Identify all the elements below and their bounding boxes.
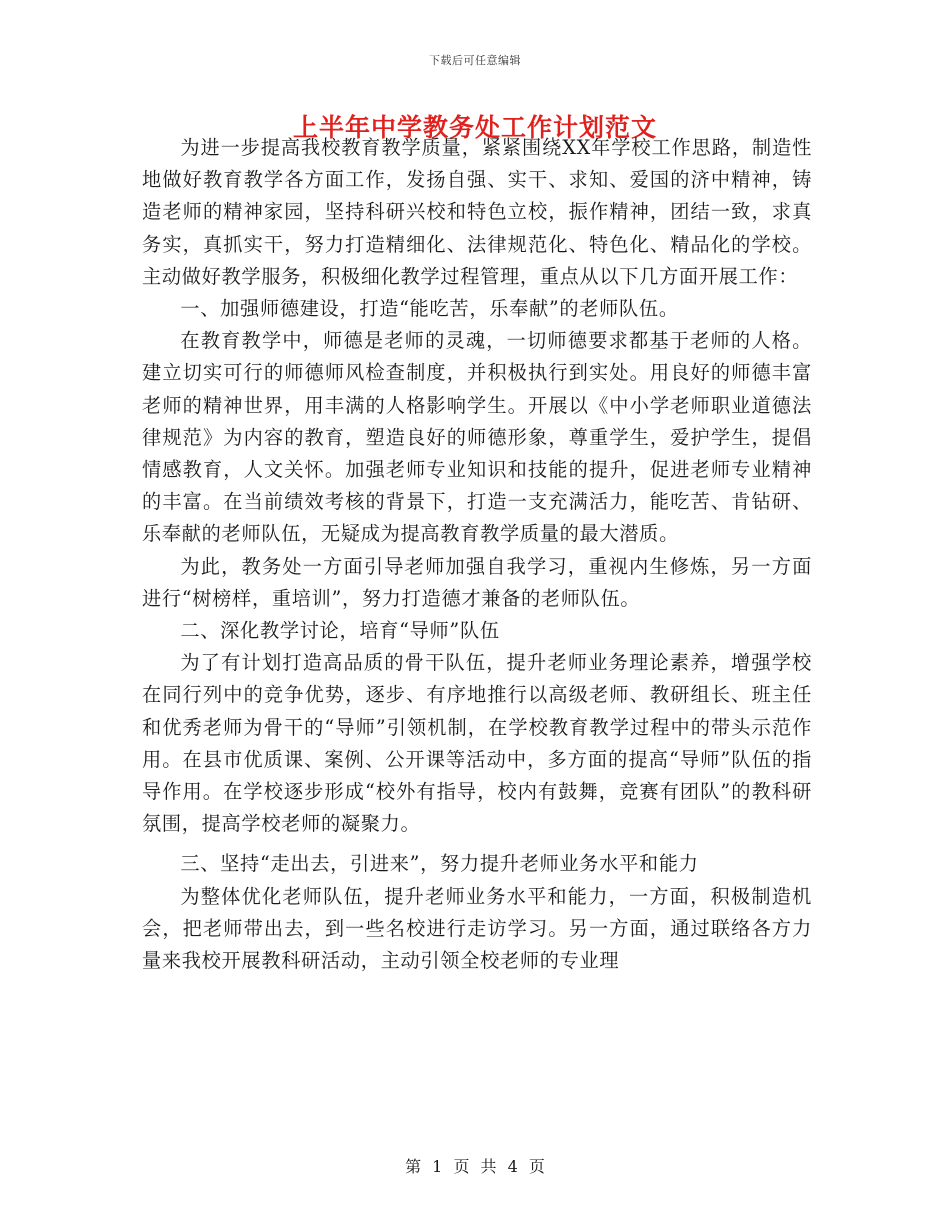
paragraph-intro: 为进一步提高我校教育教学质量，紧紧围绕XX年学校工作思路，制造性地做好教育教学各方面工作，发扬自强、实干、求知、爱国的济中精神，铸造老师的精神家园，坚持科研兴校和特色立校，振作精神，团结一致，求真务实，真抓实干，努力打造精细化、法律规范化、特色化、精品化的学校。主动做好教学服务，积极细化教学过程管理，重点从以下几方面开展工作： (142, 136, 812, 288)
header-note: 下载后可任意编辑 (429, 54, 521, 67)
paragraph-section-1-continued: 为此，教务处一方面引导老师加强自我学习，重视内生修炼，另一方面进行“树榜样，重培训”，努力打造德才兼备的老师队伍。 (142, 554, 812, 610)
paragraph-section-3: 为整体优化老师队伍，提升老师业务水平和能力，一方面，积极制造机会，把老师带出去，到一些名校进行走访学习。另一方面，通过联络各方力量来我校开展教科研活动，主动引领全校老师的专业理 (142, 884, 812, 973)
document-title: 上半年中学教务处工作计划范文 (292, 113, 657, 142)
section-heading-1: 一、加强师德建设，打造“能吃苦，乐奉献”的老师队伍。 (180, 297, 679, 321)
paragraph-section-2: 为了有计划打造高品质的骨干队伍，提升老师业务理论素养，增强学校在同行列中的竞争优势，逐步、有序地推行以高级老师、教研组长、班主任和优秀老师为骨干的“导师”引领机制，在学校教育教学过程中的带头示范作用。在县市优质课、案例、公开课等活动中，多方面的提高“导师”队伍的指导作用。在学校逐步形成“校外有指导，校内有鼓舞，竞赛有团队”的教科研氛围，提高学校老师的凝聚力。 (142, 651, 812, 836)
paragraph-section-1: 在教育教学中，师德是老师的灵魂，一切师德要求都基于老师的人格。建立切实可行的师德师风检查制度，并积极执行到实处。用良好的师德丰富老师的精神世界，用丰满的人格影响学生。开展以《中小学老师职业道德法律规范》为内容的教育，塑造良好的师德形象，尊重学生，爱护学生，提倡情感教育，人文关怀。加强老师专业知识和技能的提升，促进老师专业精神的丰富。在当前绩效考核的背景下，打造一支充满活力，能吃苦、肯钻研、乐奉献的老师队伍，无疑成为提高教育教学质量的最大潜质。 (142, 329, 812, 546)
section-heading-2: 二、深化教学讨论，培育“导师”队伍 (180, 619, 500, 643)
section-heading-3: 三、坚持“走出去，引进来”，努力提升老师业务水平和能力 (180, 852, 699, 876)
document-body (142, 132, 812, 977)
page-footer: 第 1 页 共 4 页 (405, 1157, 545, 1176)
